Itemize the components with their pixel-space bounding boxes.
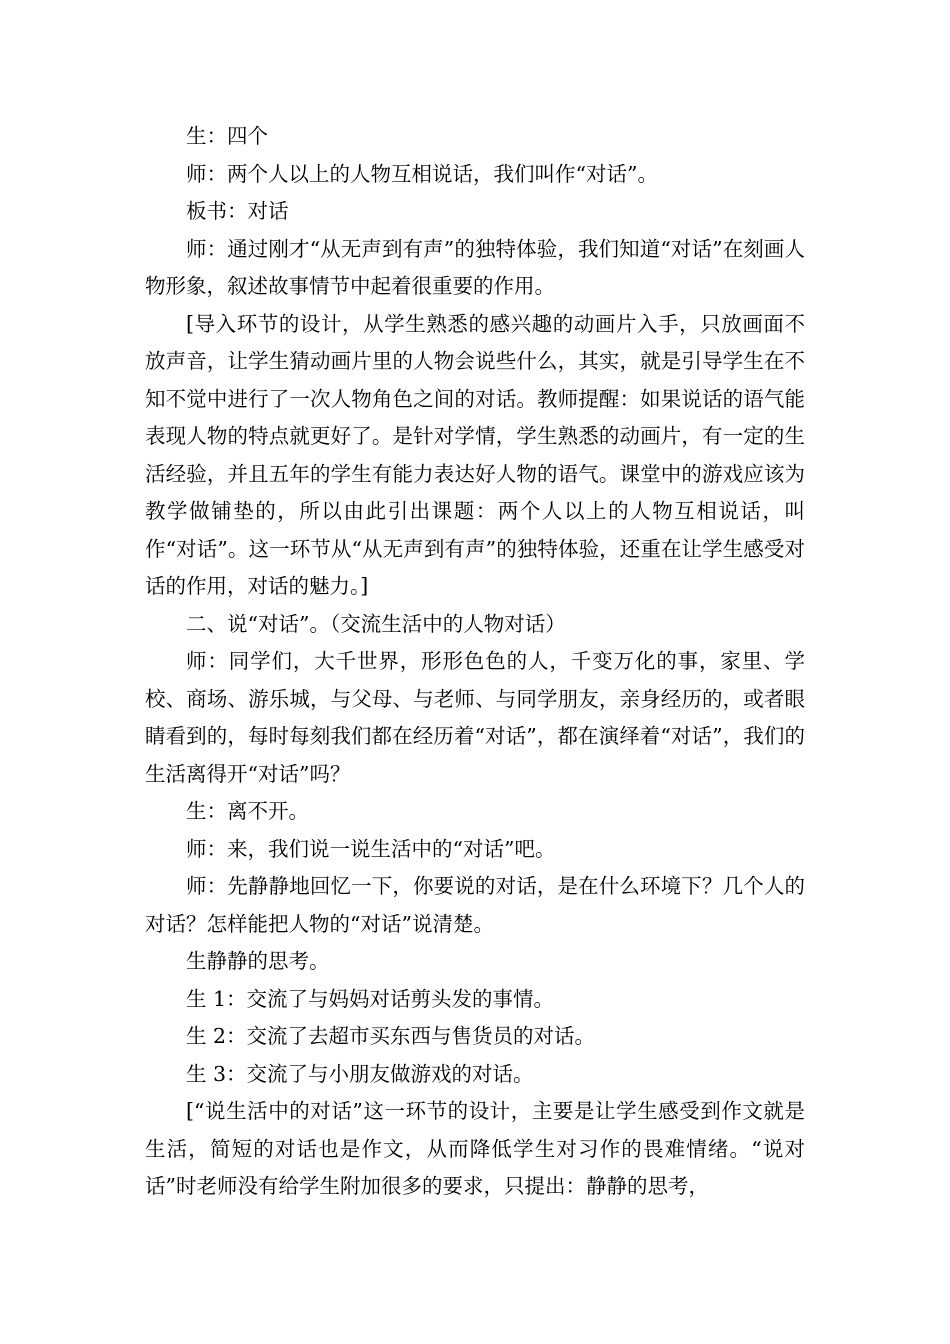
paragraph-teacher-lets-speak: 师：来，我们说一说生活中的“对话”吧。 [186, 836, 556, 861]
paragraph-teacher-define-dialogue: 师：两个人以上的人物互相说话，我们叫作“对话”。 [186, 161, 658, 186]
paragraph-teacher-life-dialogue: 师：同学们，大千世界，形形色色的人，千变万化的事，家里、学校、商场、游乐城，与父母、与老师、与同学朋友，亲身经历的，或者眼睛看到的，每时每刻我们都在经历着“对话”，都在演绎着“对话”，我们的生活离得开“对话”吗？ [145, 649, 805, 786]
paragraph-student-3: 生 3：交流了与小朋友做游戏的对话。 [186, 1061, 534, 1086]
paragraph-student-cannot-leave: 生：离不开。 [186, 799, 309, 823]
section-heading-speak-dialogue: 二、说“对话”。（交流生活中的人物对话） [186, 611, 566, 636]
paragraph-teacher-dialogue-role: 师：通过刚才“从无声到有声”的独特体验，我们知道“对话”在刻画人物形象，叙述故事情节中起着很重要的作用。 [145, 236, 805, 298]
document-body [145, 118, 805, 1206]
paragraph-student-answer-four: 生：四个 [186, 124, 268, 148]
paragraph-student-2: 生 2：交流了去超市买东西与售货员的对话。 [186, 1024, 596, 1048]
paragraph-student-1: 生 1：交流了与妈妈对话剪头发的事情。 [186, 986, 555, 1011]
paragraph-speak-design-note: [“说生活中的对话”这一环节的设计，主要是让学生感受到作文就是生活，简短的对话也是作文，从而降低学生对习作的畏难情绪。“说对话”时老师没有给学生附加很多的要求，只提出：静静的思考， [145, 1099, 805, 1198]
paragraph-teacher-recall: 师：先静静地回忆一下，你要说的对话，是在什么环境下？几个人的对话？怎样能把人物的“对话”说清楚。 [145, 874, 805, 936]
paragraph-intro-design-note: [导入环节的设计，从学生熟悉的感兴趣的动画片入手，只放画面不放声音，让学生猜动画片里的人物会说些什么，其实，就是引导学生在不知不觉中进行了一次人物角色之间的对话。教师提醒：如果说话的语气能表现人物的特点就更好了。是针对学情，学生熟悉的动画片，有一定的生活经验，并且五年的学生有能力表达好人物的语气。课堂中的游戏应该为教学做铺垫的，所以由此引出课题：两个人以上的人物互相说话，叫作“对话”。这一环节从“从无声到有声”的独特体验，还重在让学生感受对话的作用，对话的魅力。] [145, 311, 805, 598]
paragraph-blackboard-note: 板书：对话 [186, 199, 289, 223]
paragraph-student-thinking: 生静静的思考。 [186, 949, 330, 973]
